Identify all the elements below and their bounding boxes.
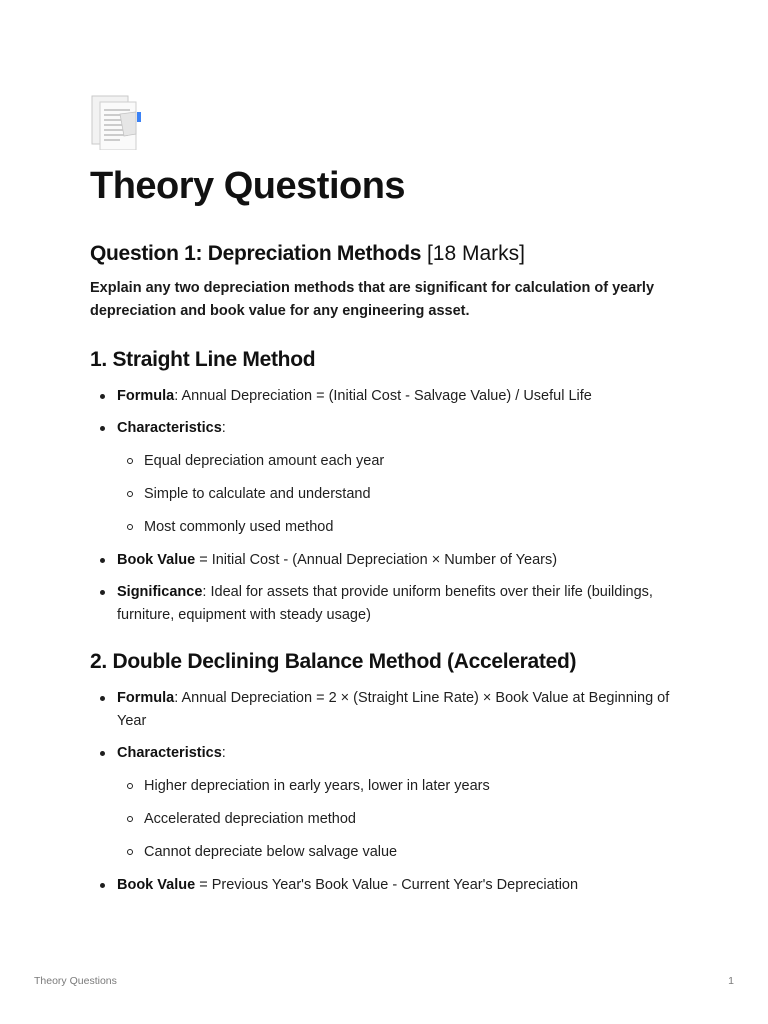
- page-number: 1: [728, 975, 734, 987]
- question-title: Question 1: Depreciation Methods: [90, 242, 422, 265]
- characteristic-item: Simple to calculate and understand: [117, 483, 670, 506]
- characteristic-item: Higher depreciation in early years, lower in later years: [117, 775, 670, 798]
- characteristics-list: [117, 775, 670, 864]
- list-item-formula: [90, 687, 670, 733]
- characteristic-item: Cannot depreciate below salvage value: [117, 841, 670, 864]
- characteristics-label: Characteristics: [117, 745, 222, 761]
- characteristics-label: Characteristics: [117, 420, 222, 436]
- list-item-book-value: [90, 874, 670, 897]
- section-heading-double-declining: 2. Double Declining Balance Method (Accelerated): [90, 650, 577, 673]
- list-item-significance: [90, 581, 670, 627]
- book-value-label: Book Value: [117, 877, 196, 893]
- formula-text: Annual Depreciation = 2 × (Straight Line Rate) × Book Value at Beginning of Year: [117, 690, 670, 729]
- book-value-label: Book Value: [117, 552, 196, 568]
- question-intro: Explain any two depreciation methods that are significant for calculation of yearly depreciation and book value for any engineering asset.: [90, 280, 655, 319]
- characteristic-item: Equal depreciation amount each year: [117, 450, 670, 473]
- characteristics-separator: :: [221, 745, 226, 761]
- characteristics-separator: :: [221, 420, 226, 436]
- formula-separator: :: [174, 690, 179, 706]
- section-list-double-declining: [90, 687, 670, 906]
- characteristic-item: Accelerated depreciation method: [117, 808, 670, 831]
- document-icon: [90, 94, 142, 150]
- formula-separator: :: [174, 388, 179, 404]
- list-item-book-value: [90, 549, 670, 572]
- book-value-text: = Initial Cost - (Annual Depreciation × Number of Years): [195, 552, 558, 568]
- formula-label: Formula: [117, 690, 175, 706]
- characteristics-list: [117, 450, 670, 539]
- question-heading: [90, 238, 525, 270]
- book-value-text: = Previous Year's Book Value - Current Year's Depreciation: [195, 877, 579, 893]
- significance-label: Significance: [117, 584, 203, 600]
- formula-text: Annual Depreciation = (Initial Cost - Salvage Value) / Useful Life: [178, 388, 592, 404]
- formula-label: Formula: [117, 388, 175, 404]
- list-item-formula: [90, 385, 670, 408]
- list-item-characteristics: [90, 742, 670, 864]
- page-title: Theory Questions: [90, 165, 406, 207]
- significance-text: Ideal for assets that provide uniform benefits over their life (buildings, furniture, equipment with steady usage): [117, 584, 653, 623]
- question-marks: [18 Marks]: [426, 242, 525, 265]
- significance-separator: :: [202, 584, 207, 600]
- list-item-characteristics: [90, 417, 670, 539]
- section-list-straight-line: [90, 385, 670, 636]
- footer-title: Theory Questions: [34, 975, 117, 987]
- characteristic-item: Most commonly used method: [117, 516, 670, 539]
- section-heading-straight-line: 1. Straight Line Method: [90, 348, 316, 371]
